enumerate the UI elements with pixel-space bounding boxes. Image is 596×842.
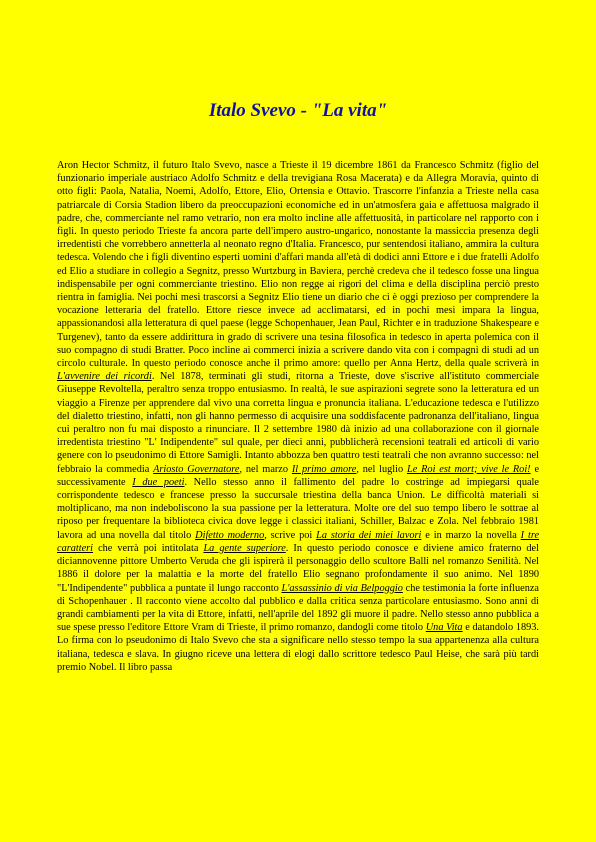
- work-title-link[interactable]: Il primo amore: [291, 463, 357, 475]
- work-title-link[interactable]: Una Vita: [425, 622, 463, 634]
- body-text-segment: , nel marzo: [239, 463, 292, 475]
- body-text-segment: , scrive poi: [264, 529, 317, 541]
- work-title-link[interactable]: L'avvenire dei ricordi: [57, 371, 152, 383]
- body-text-segment: . Nel 1878, terminati gli studi, ritorna a Trieste, dove s'iscrive all'istituto commerciale Giuseppe Revoltella, peraltro senza troppo entusiasmo. In realtà, le sue aspirazioni segrete sono la letteratura ed un viaggio a Firenze per apprendere dal vivo una corretta lingua e pronuncia italiana. L'educazione tedesca e l'utilizzo del dialetto triestino, infatti, non gli hanno permesso di acquisire una soddisfacente padronanza dell'italiano, lingua cui peraltro non fu mai disposto a rinunciare. Il 2 settembre 1980 dà inizio ad una collaborazione con il giornale irredentista triestino "L' Indipendente" sul quale, per dieci anni, pubblicherà recensioni teatrali ed articoli di vario genere con lo pseudonimo di Ettore Samigli. Intanto abbozza ben quattro testi teatrali che non avranno successo: nel febbraio la commedia: [57, 371, 539, 475]
- work-title-link[interactable]: La gente superiore: [203, 542, 286, 554]
- body-text-segment: e successivamente: [57, 463, 540, 488]
- work-title-link[interactable]: Ariosto Governatore: [153, 463, 240, 475]
- body-text-segment: e datandolo 1893. Lo firma con lo pseudonimo di Italo Svevo che sta a significare nello stesso tempo la sua appartenenza alla cultura italiana, tedesca e slava. In giugno riceve una lettera di elogi dallo scrittore tedesco Paul Heise, che sarà più tardi premio Nobel. Il libro passa: [57, 622, 539, 673]
- work-title-link[interactable]: I due poeti: [132, 476, 185, 488]
- work-title-link[interactable]: Le Roi est mort; vive le Roi!: [407, 463, 531, 475]
- work-title-link[interactable]: La storia dei miei lavori: [316, 529, 422, 541]
- body-text-segment: , nel luglio: [356, 463, 408, 475]
- body-text-segment: Aron Hector Schmitz, il futuro Italo Svevo, nasce a Trieste il 19 dicembre 1861 da Francesco Schmitz (figlio del funzionario imperiale austriaco Adolfo Schmitz e della trevigiana Rosa Macerata) e da Allegra Moravia, quinto di otto figli: Paola, Natalia, Noemi, Adolfo, Ettore, Elio, Ortensia e Ottavio. Trascorre l'infanzia a Trieste nella casa patriarcale di Corsia Stadion libero da preoccupazioni economiche ed in un'atmosfera gaia e affettuosa malgrado il padre, che, commerciante nel ramo vetrario, non era molto incline alle affettuosità, in particolare nel rapporto con i figli. In questo periodo Trieste fa ancora parte dell'impero austro-ungarico, nonostante la massiccia presenza degli irredentisti che vorrebbero annetterla al neonato regno d'Italia. Francesco, pur sentendosi italiano, ammira la cultura tedesca. Volendo che i figli diventino esperti uomini d'affari manda all'età di dodici anni Ettore e i due fratelli Adolfo ed Elio a studiare in collegio a Segnitz, presso Wurtzburg in Baviera, perchè credeva che il tedesco fosse una lingua indispensabile per ogni commerciante triestino. Elio non regge ai rigori del clima e della disciplina perciò presto rientra in famiglia. Nei pochi mesi trascorsi a Segnitz Elio tiene un diario che ci è oggi prezioso per comprendere la vocazione letteraria del fratello. Ettore riesce invece ad acclimatarsi, ed in pochi mesi impara la lingua, appassionandosi alla letteratura di quel paese (legge Schopenhauer, Jean Paul, Richter e in traduzione Shakespeare e Turgenev), tanto da essere addirittura in grado di scrivere una tesina filosofica in tedesco in aperta polemica con il suo compagno di studi Bratter. Poco incline ai commerci inizia a scrivere dando vita con i compagni di studi ad un circolo culturale. In questo periodo conosce anche il primo amore: quello per Anna Hertz, della quale scriverà in: [57, 160, 539, 370]
- page-title: Italo Svevo - "La vita": [208, 100, 388, 121]
- biography-paragraph: [57, 159, 539, 674]
- work-title-link[interactable]: Difetto moderno: [195, 529, 265, 541]
- work-title-link[interactable]: I tre caratteri: [57, 529, 540, 554]
- body-text-segment: . In questo periodo conosce e diviene amico fraterno del diciannovenne pittore Umberto Veruda che gli ispirerà il personaggio dello scultore Balli nel romanzo Senilità. Nel 1886 il dolore per la malattia e la morte del fratello Elio segnano profondamente il suo animo. Nel 1890 "L'Indipendente" pubblica a puntate il lungo racconto: [57, 542, 539, 594]
- body-text-segment: . Nello stesso anno il fallimento del padre lo costringe ad impiegarsi quale corrispondente tedesco e francese presso la succursale triestina della banca Union. Le difficoltà materiali si moltiplicano, ma non indeboliscono la sua passione per la letteratura. Molte ore del suo tempo libero le sottrae al riposo per frequentare la biblioteca civica dove legge i classici italiani, Schiller, Balzac e Zola. Nel febbraio 1981 lavora ad una novella dal titolo: [57, 476, 539, 541]
- body-text-segment: che testimonia la forte influenza di Schopenhauer . Il racconto viene accolto dal pubblico e dalla critica senza particolare entusiasmo. Sono anni di grandi cambiamenti per la vita di Ettore, infatti, nell'aprile del 1892 gli muore il padre. Nello stesso anno pubblica a sue spese presso l'editore Ettore Vram di Trieste, il primo romanzo, dandogli come titolo: [57, 582, 539, 634]
- work-title-link[interactable]: L'assassinio di via Belpoggio: [281, 582, 403, 594]
- body-text-segment: che verrà poi intitolata: [93, 542, 204, 554]
- body-text-segment: e in marzo la novella: [421, 529, 521, 541]
